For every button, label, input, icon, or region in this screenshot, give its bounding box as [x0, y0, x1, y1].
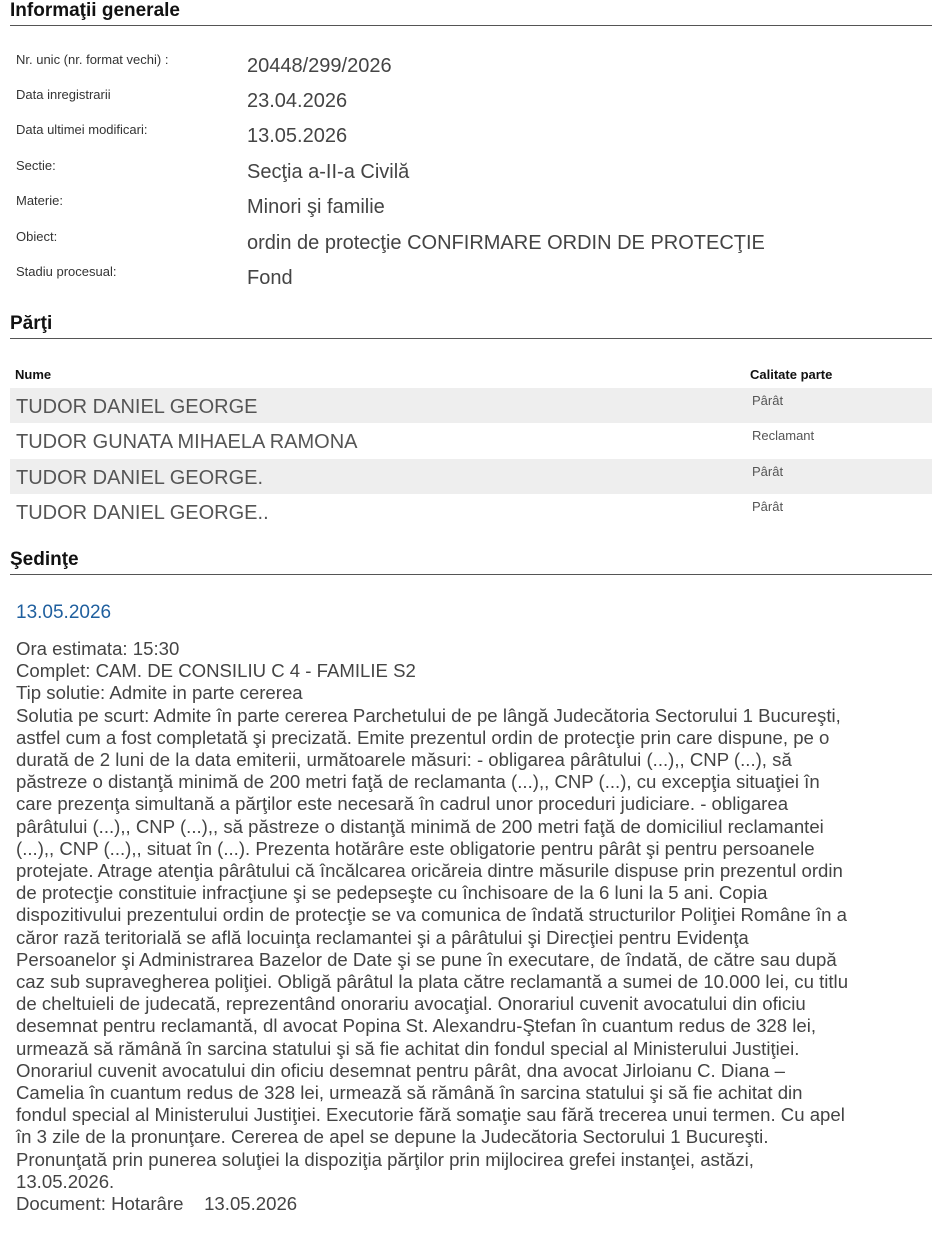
party-name: TUDOR DANIEL GEORGE.. — [16, 502, 269, 524]
sedinta-line: de cheltuieli de judecată, reprezentând onorariu avocaţial. Onorariul cuvenit avocatului din oficiu — [16, 993, 806, 1015]
sedinta-line: durată de 2 luni de la data emiterii, următoarele măsuri: - obligarea pârâtului (...),, CNP (...), să — [16, 749, 792, 771]
general-section-title: Informaţii generale — [10, 0, 180, 21]
info-label: Stadiu procesual: — [16, 264, 117, 279]
info-label: Sectie: — [16, 158, 56, 173]
sedinta-line: fondul special al Ministerului Justiţiei. Executorie fără somaţie sau fără trecerea unui termen. Cu apel — [16, 1104, 845, 1126]
info-value: ordin de protecţie CONFIRMARE ORDIN DE PROTECŢIE — [247, 232, 765, 254]
party-row — [10, 494, 932, 529]
party-name: TUDOR GUNATA MIHAELA RAMONA — [16, 431, 358, 453]
sedinta-line: căror rază teritorială se află locuinţa reclamantei şi a pârâtului şi Direcţiei pentru Evidenţa — [16, 926, 749, 948]
party-name: TUDOR DANIEL GEORGE. — [16, 467, 264, 489]
sedinta-line: Tip solutie: Admite in parte cererea — [16, 682, 303, 704]
party-role: Pârât — [752, 464, 784, 479]
party-role: Pârât — [752, 499, 784, 514]
parti-header-name: Nume — [15, 367, 52, 382]
sedinta-line: dispozitivului prezentului ordin de protecţie se va comunica de îndată structurilor Poliţiei Române în a — [16, 904, 847, 926]
sedinta-line: astfel cum a fost completată şi precizată. Emite prezentul ordin de protecţie prin care dispune, pe o — [16, 726, 830, 748]
info-value: 20448/299/2026 — [247, 55, 392, 77]
info-label: Data ultimei modificari: — [16, 122, 148, 137]
sedinta-line: Camelia în cuantum redus de 328 lei, urmează să rămână în sarcina statului şi să fie achitat din — [16, 1082, 803, 1104]
sedinta-line: (...),, CNP (...),, situat în (...). Prezenta hotărâre este obligatorie pentru pârât şi pentru persoanele — [16, 837, 815, 859]
sedinta-line: urmează să rămână în sarcina statului şi să fie achitat din fondul special al Ministerului Justiţiei. — [16, 1037, 800, 1059]
sedinta-line: 13.05.2026. — [16, 1170, 115, 1192]
sedinta-line: Onorariul cuvenit avocatului din oficiu desemnat pentru pârât, dna avocat Jirloianu C. Diana – — [16, 1059, 785, 1081]
party-role: Reclamant — [752, 428, 815, 443]
info-value: 23.04.2026 — [247, 90, 348, 112]
party-row — [10, 423, 932, 458]
info-label: Nr. unic (nr. format vechi) : — [16, 52, 169, 67]
info-value: Fond — [247, 267, 293, 289]
parti-section-title: Părţi — [10, 313, 53, 334]
sedinta-line: caz sub supravegherea poliţiei. Obligă pârâtul la plata către reclamantă a sumei de 10.000 lei, cu titlu — [16, 971, 849, 993]
party-row — [10, 459, 932, 494]
sedinta-line: de protecţie constituie infracţiune şi se pedepseşte cu închisoare de la 6 luni la 5 ani. Copia — [16, 882, 768, 904]
party-role: Pârât — [752, 393, 784, 408]
sedinta-line: păstreze o distanţă minimă de 200 metri faţă de reclamanta (...),, CNP (...), cu excepţia situaţiei în — [16, 771, 820, 793]
sedinta-line: pârâtului (...),, CNP (...),, să păstreze o distanţă minimă de 200 metri faţă de domiciliul reclamantei — [16, 815, 824, 837]
info-value: 13.05.2026 — [247, 125, 348, 147]
sedinta-line: Solutia pe scurt: Admite în parte cererea Parchetului de pe lângă Judecătoria Sectorului 1 Bucureşti, — [16, 704, 841, 726]
sedinta-line: Complet: CAM. DE CONSILIU C 4 - FAMILIE S2 — [16, 660, 416, 682]
divider — [10, 574, 932, 575]
sedinta-line: Persoanelor şi Administrarea Bazelor de Date şi se pune în executare, de îndată, de către sau după — [16, 948, 837, 970]
sedinta-line: care prezenţa simultană a părţilor este necesară în cadrul unor proceduri judiciare. - obligarea — [16, 793, 789, 815]
sedinta-details — [16, 638, 926, 1215]
sedinta-line: protejate. Atrage atenţia pârâtului că încălcarea oricăreia dintre măsurile dispuse prin prezentul ordin — [16, 860, 843, 882]
document-label: Document: Hotarâre — [16, 1193, 184, 1215]
divider — [10, 25, 932, 26]
sedinta-line: în 3 zile de la pronunţare. Cererea de apel se depune la Judecătoria Sectorului 1 Bucureşti. — [16, 1126, 769, 1148]
sedinta-date: 13.05.2026 — [16, 602, 112, 623]
document-line — [16, 1193, 926, 1215]
info-value: Secţia a-II-a Civilă — [247, 161, 410, 183]
sedinta-line: Ora estimata: 15:30 — [16, 638, 180, 659]
parti-header-role: Calitate parte — [750, 367, 833, 382]
info-label: Materie: — [16, 193, 63, 208]
sedinta-line: Pronunţată prin punerea soluţiei la dispoziţia părţilor prin mijlocirea grefei instanţei, astăzi, — [16, 1148, 754, 1170]
sedinta-line: desemnat pentru reclamantă, dl avocat Popina St. Alexandru-Ştefan în cuantum redus de 328 lei, — [16, 1015, 817, 1037]
party-name: TUDOR DANIEL GEORGE — [16, 396, 258, 418]
info-value: Minori şi familie — [247, 196, 385, 218]
document-date: 13.05.2026 — [204, 1193, 298, 1215]
sedinte-section-title: Şedinţe — [10, 549, 79, 570]
divider — [10, 338, 932, 339]
info-label: Data inregistrarii — [16, 87, 111, 102]
info-label: Obiect: — [16, 229, 58, 244]
party-row — [10, 388, 932, 423]
